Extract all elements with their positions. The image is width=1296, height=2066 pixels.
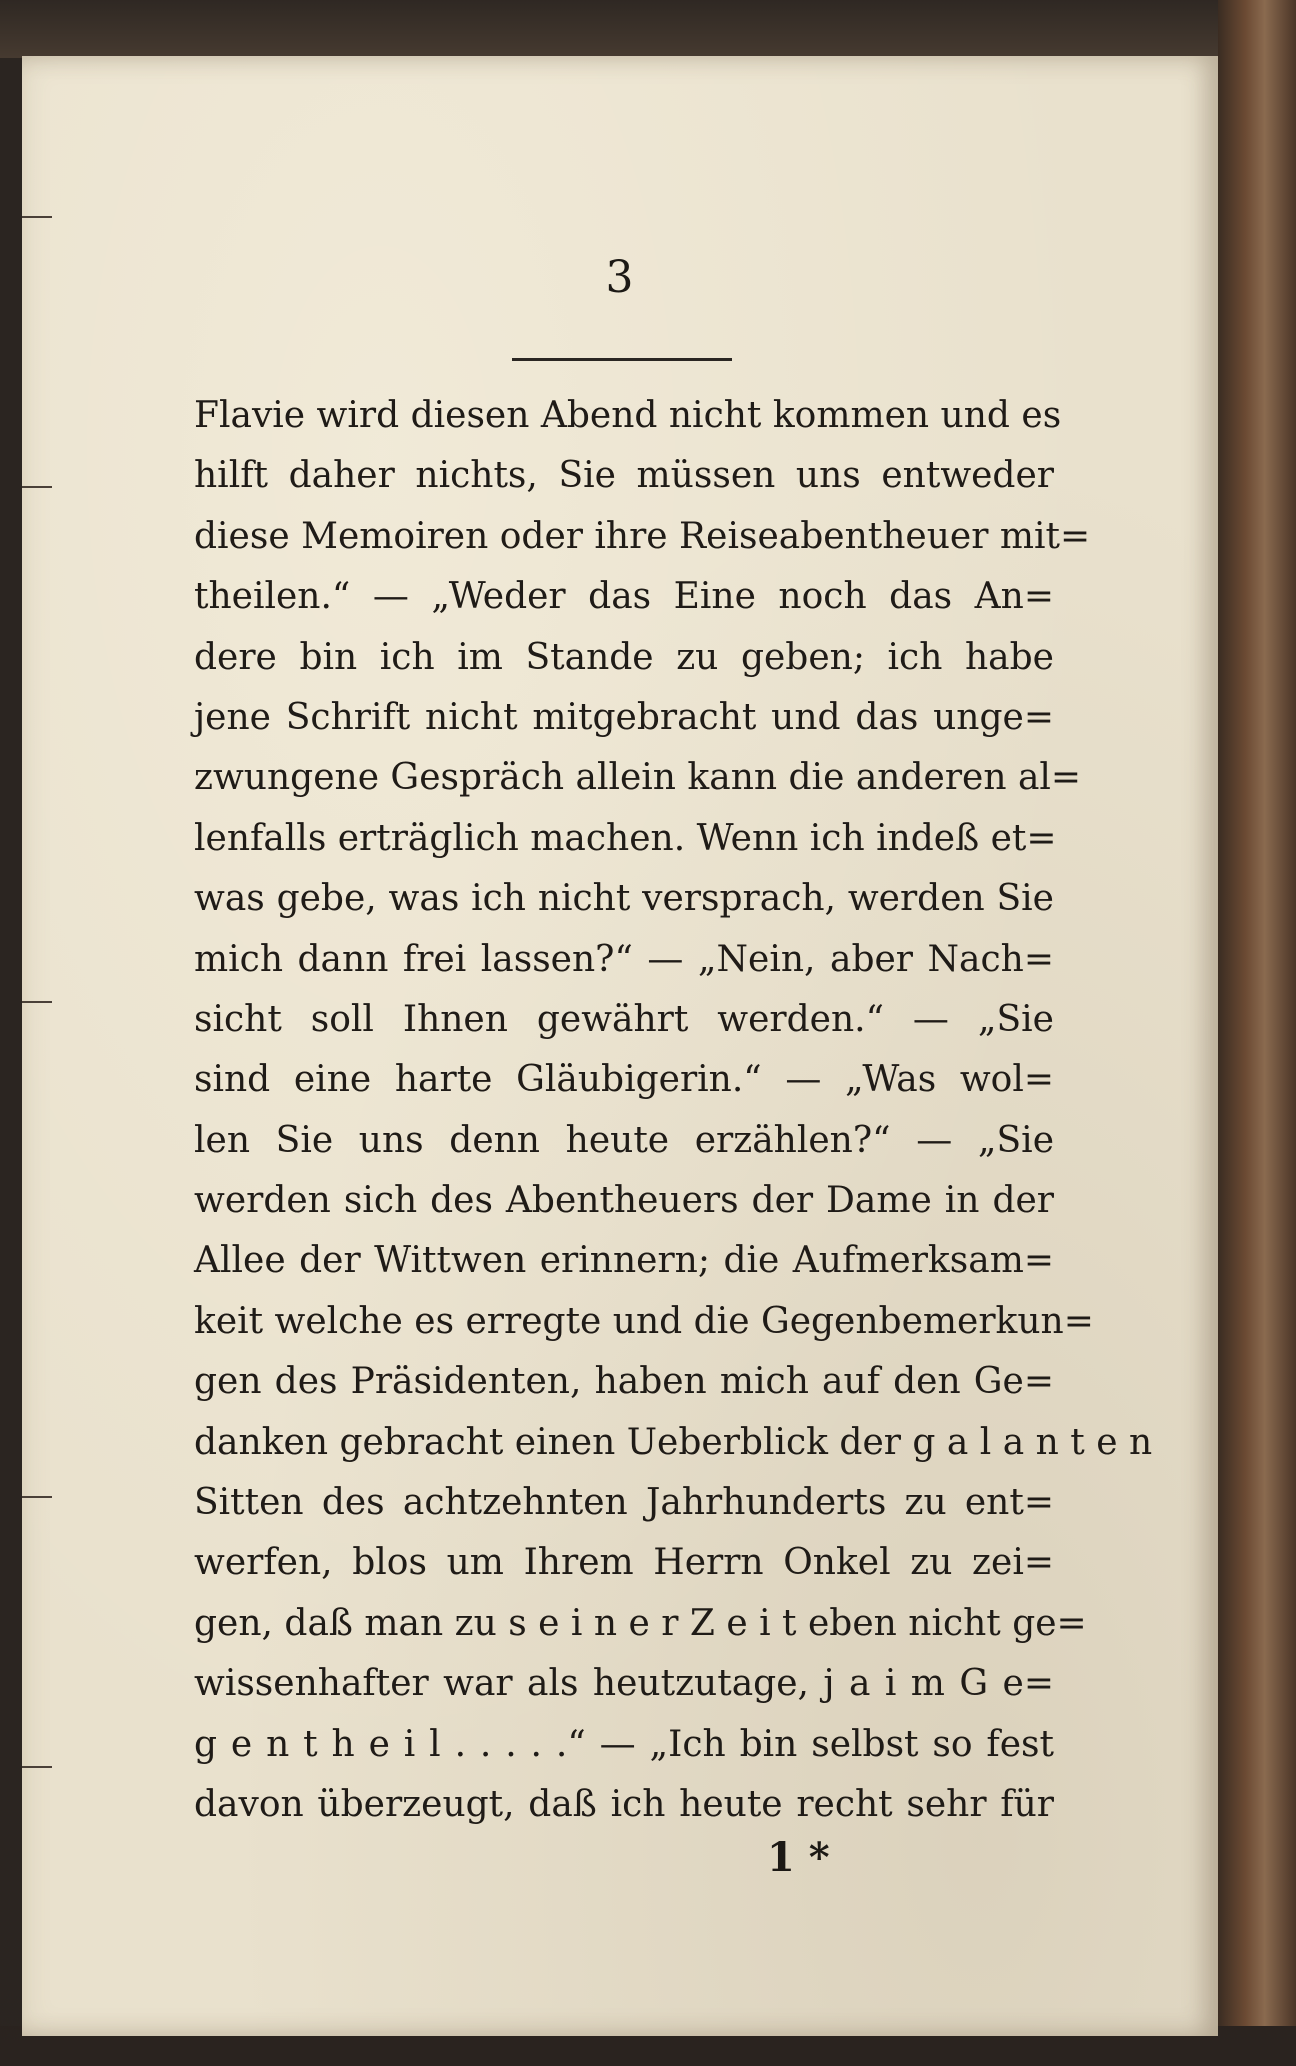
text-line: Flavie wird diesen Abend nicht kommen und es xyxy=(194,395,1062,436)
margin-mark xyxy=(22,216,52,218)
text-line: dere bin ich im Stande zu geben; ich habe xyxy=(194,636,1054,678)
text-line: gen des Präsidenten, haben mich auf den Ge= xyxy=(194,1361,1054,1403)
text-line: gen, daß man zu s e i n e r Z e i t eben nicht ge= xyxy=(194,1602,1087,1644)
text-line: lenfalls erträglich machen. Wenn ich indeß et= xyxy=(194,817,1057,859)
margin-mark xyxy=(22,1766,52,1768)
book-cover-top xyxy=(0,0,1296,58)
text-line: Sitten des achtzehnten Jahrhunderts zu ent= xyxy=(194,1482,1054,1524)
text-line: sind eine harte Gläubigerin.“ — „Was wol= xyxy=(194,1059,1054,1101)
text-line: davon überzeugt, daß ich heute recht sehr für xyxy=(194,1783,1054,1825)
margin-mark xyxy=(22,1001,52,1003)
text-line: was gebe, was ich nicht versprach, werden Sie xyxy=(194,878,1054,920)
text-line: theilen.“ — „Weder das Eine noch das An= xyxy=(194,576,1054,618)
signature-mark: 1 * xyxy=(767,1834,830,1881)
text-line: diese Memoiren oder ihre Reiseabentheuer mit= xyxy=(194,515,1091,557)
text-line: werfen, blos um Ihrem Herrn Onkel zu zei= xyxy=(194,1542,1054,1584)
book-spine-edge xyxy=(1218,0,1296,2066)
text-line: danken gebracht einen Ueberblick der g a l a n t e n xyxy=(194,1421,1153,1463)
text-line: mich dann frei lassen?“ — „Nein, aber Nach= xyxy=(194,938,1054,980)
text-line: len Sie uns denn heute erzählen?“ — „Sie xyxy=(194,1119,1054,1161)
text-line: zwungene Gespräch allein kann die anderen al= xyxy=(194,757,1082,799)
text-line: g e n t h e i l . . . . .“ — „Ich bin selbst so fest xyxy=(194,1723,1054,1765)
text-line: jene Schrift nicht mitgebracht und das unge= xyxy=(194,696,1054,738)
text-line: sicht soll Ihnen gewährt werden.“ — „Sie xyxy=(194,998,1054,1040)
text-line: wissenhafter war als heutzutage, j a i m G e= xyxy=(194,1663,1054,1705)
text-line: hilft daher nichts, Sie müssen uns entweder xyxy=(194,455,1054,497)
book-page xyxy=(22,56,1218,2036)
page-number: 3 xyxy=(605,252,635,303)
margin-mark xyxy=(22,1496,52,1498)
text-line: Allee der Wittwen erinnern; die Aufmerksam= xyxy=(194,1240,1054,1282)
text-line: keit welche es erregte und die Gegenbemerkun= xyxy=(194,1300,1094,1342)
text-line: werden sich des Abentheuers der Dame in der xyxy=(194,1180,1054,1222)
margin-mark xyxy=(22,486,52,488)
header-rule xyxy=(512,358,732,361)
body-text xyxy=(194,386,1153,1835)
